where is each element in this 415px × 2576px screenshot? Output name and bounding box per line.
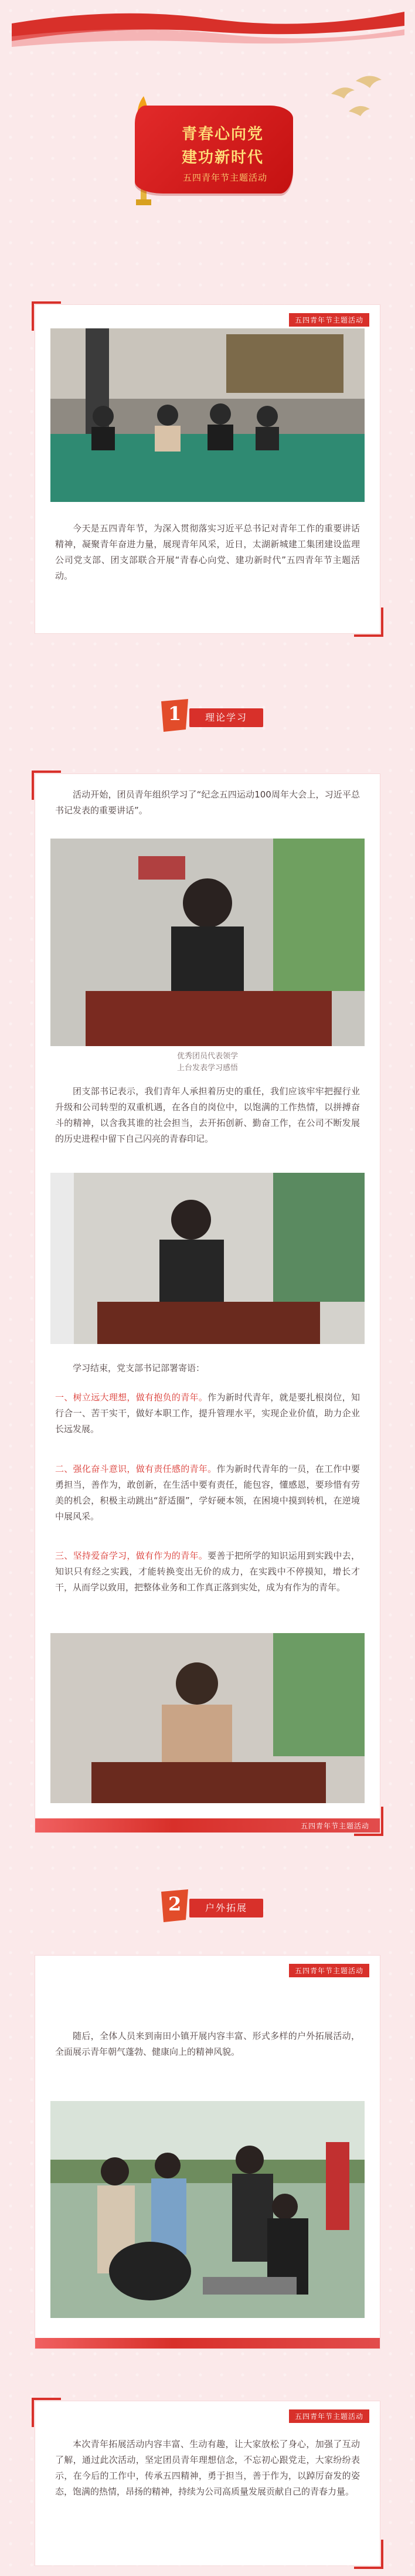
card-footer-tag: 五四青年节主题活动 xyxy=(300,1822,369,1830)
card-corner-decoration xyxy=(32,301,61,331)
section-1-paragraph-3: 学习结束，党支部书记部署寄语： xyxy=(73,1363,205,1373)
card-corner-decoration xyxy=(354,607,383,637)
banner-title-line1: 青春心向党 xyxy=(182,125,264,143)
section-2-paragraph: 随后，全体人员来到南田小镇开展内容丰富、形式多样的户外拓展活动，全面展示青年朝气蓬勃、健康向上的精神风貌。 xyxy=(55,2031,360,2057)
intro-paragraph: 今天是五四青年节，为深入贯彻落实习近平总书记对青年工作的重要讲话精神，凝聚青年奋进力量，展现青年风采，近日，太湖新城建工集团建设监理公司党支部、团支部联合开展“青春心向党、建功新时代”五四青年节主题活动。 xyxy=(55,523,360,581)
point-3-body: 要善于把所学的知识运用到实践中去，知识只有经之实践，才能转换变出无价的成力，在实践中不停摸知，增长才干，从而学以致用，把整体业务和工作真正落到实处，成为有作为的青年。 xyxy=(55,1550,360,1593)
section-1-number: 1 xyxy=(168,702,182,725)
card-tag: 五四青年节主题活动 xyxy=(289,313,369,327)
banner-title-line2: 建功新时代 xyxy=(182,149,264,167)
card-footer-bar xyxy=(35,2338,380,2348)
title-banner xyxy=(117,94,305,211)
intro-card xyxy=(35,305,380,633)
point-1 xyxy=(55,1390,360,1437)
point-2-body: 作为新时代青年的一员，在工作中要勇担当，善作为，敢创新，在生活中要有责任，能包容，懂感恩，要珍惜有劳美的机会，积极主动跳出“舒适圈”，学好硬本领，在困境中摸到转机，在逆境中展风采。 xyxy=(55,1464,360,1522)
section-2-title: 户外拓展 xyxy=(189,1899,263,1917)
card-tag: 五四青年节主题活动 xyxy=(289,1964,369,1977)
speaker-photo-2 xyxy=(50,1173,365,1344)
conclusion-card xyxy=(35,2401,380,2565)
outdoor-barbecue-photo xyxy=(50,2101,365,2318)
point-2-title: 二、强化奋斗意识，做有责任感的青年。 xyxy=(55,1464,217,1474)
top-ribbon-decoration xyxy=(12,6,404,49)
section-1-heading xyxy=(144,692,284,738)
section-1-title: 理论学习 xyxy=(189,708,263,727)
section-2-number: 2 xyxy=(168,1893,182,1915)
section-2-heading xyxy=(144,1882,284,1928)
section-1-intro-paragraph: 活动开始，团员青年组织学习了“纪念五四运动100周年大会上，习近平总书记发表的重要讲话”。 xyxy=(55,789,360,816)
section-1-paragraph-2: 团支部书记表示，我们青年人承担着历史的重任，我们应该牢牢把握行业升级和公司转型的双重机遇，在各自的岗位中，以饱满的工作热情，以拼搏奋斗的精神，以含我其谁的社会担当，去开拓创新、勤奋工作，在公司不断发展的历史进程中留下自己闪亮的青春印记。 xyxy=(55,1086,360,1144)
meeting-photo xyxy=(50,328,365,502)
banner-subtitle: 五四青年节主题活动 xyxy=(183,172,268,183)
point-3 xyxy=(55,1548,360,1596)
section-2-card xyxy=(35,1956,380,2348)
point-2 xyxy=(55,1461,360,1525)
point-1-body: 作为新时代青年，就是要扎根岗位，知行合一、苦干实干，做好本职工作，提升管理水平，实现企业价值，助力企业长远发展。 xyxy=(55,1392,360,1434)
card-tag: 五四青年节主题活动 xyxy=(289,2409,369,2423)
section-1-card xyxy=(35,774,380,1832)
conclusion-paragraph: 本次青年拓展活动内容丰富、生动有趣，让大家放松了身心，加强了互动了解，通过此次活动，坚定团员青年理想信念，不忘初心跟党走，大家纷纷表示，在今后的工作中，传承五四精神，勇于担当，善于作为，以踔厉奋发的姿态，饱满的热情，昂扬的精神，持续为公司高质量发展贡献自己的青春力量。 xyxy=(55,2439,360,2497)
photo-caption-line2: 上台发表学习感悟 xyxy=(176,1064,238,1073)
card-corner-decoration xyxy=(354,2540,383,2569)
doves-icon xyxy=(325,70,390,123)
point-1-title: 一、树立远大理想，做有抱负的青年。 xyxy=(55,1392,208,1403)
speaker-photo-3 xyxy=(50,1633,365,1803)
card-footer-bar xyxy=(35,1818,380,1832)
card-corner-decoration xyxy=(32,2398,61,2427)
speaker-photo-1 xyxy=(50,839,365,1046)
photo-caption-line1: 优秀团员代表领学 xyxy=(176,1052,238,1061)
point-3-title: 三、坚持爱奋学习，做有作为的青年。 xyxy=(55,1550,208,1561)
